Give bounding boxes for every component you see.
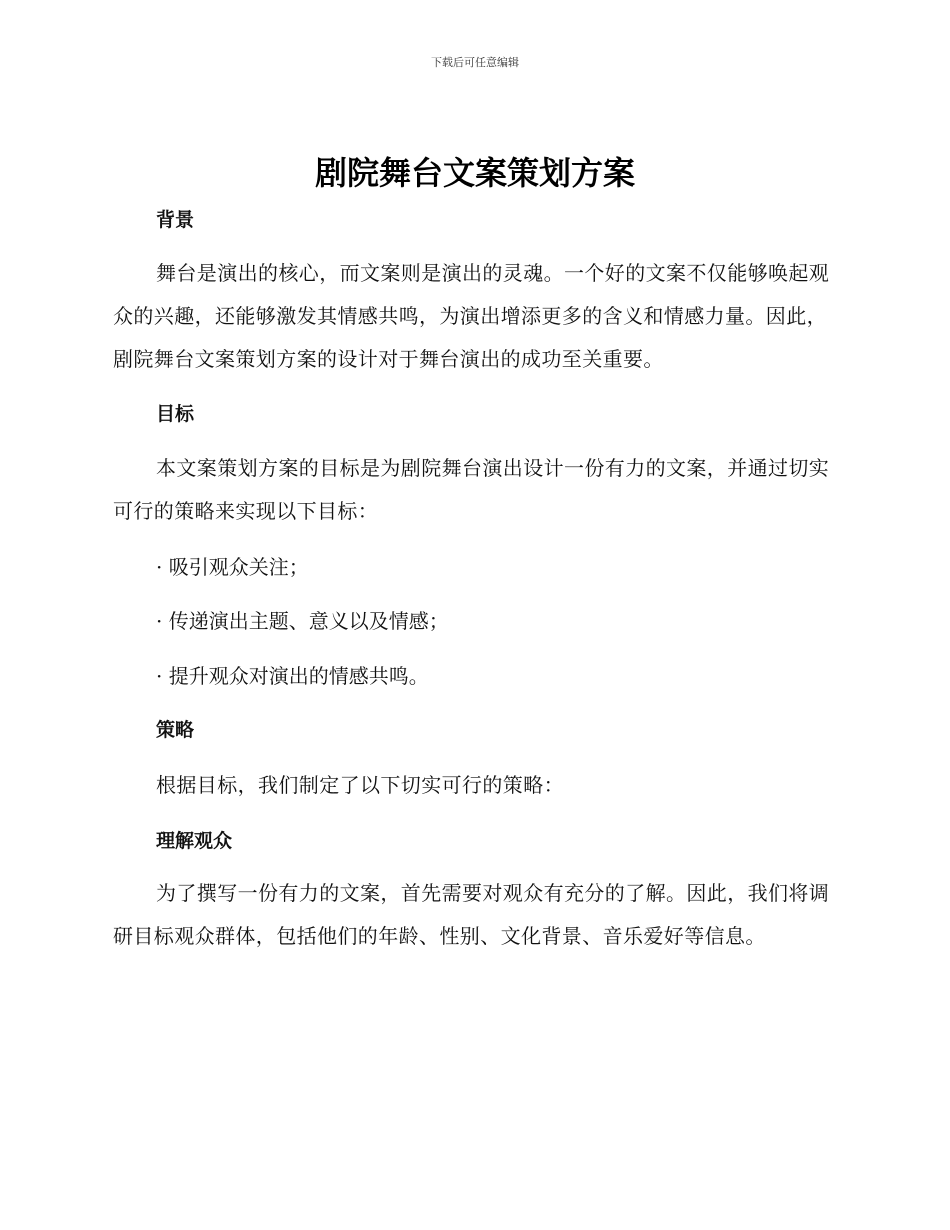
heading-goals: 目标	[156, 403, 195, 425]
paragraph-audience: 为了撰写一份有力的文案，首先需要对观众有充分的了解。因此，我们将调研目标观众群体，包括他们的年龄、性别、文化背景、音乐爱好等信息。	[113, 881, 830, 948]
document-title: 剧院舞台文案策划方案	[314, 154, 635, 192]
heading-strategy: 策略	[156, 719, 195, 741]
page-header: 下载后可任意编辑	[431, 56, 519, 69]
heading-background: 背景	[156, 209, 195, 231]
list-item: · 提升观众对演出的情感共鸣。	[156, 664, 429, 688]
list-item: · 吸引观众关注；	[156, 555, 309, 579]
paragraph-background: 舞台是演出的核心，而文案则是演出的灵魂。一个好的文案不仅能够唤起观众的兴趣，还能够激发其情感共鸣，为演出增添更多的含义和情感力量。因此，剧院舞台文案策划方案的设计对于舞台演出的成功至关重要。	[113, 261, 830, 371]
paragraph-goals: 本文案策划方案的目标是为剧院舞台演出设计一份有力的文案，并通过切实可行的策略来实现以下目标：	[113, 456, 830, 523]
list-item: · 传递演出主题、意义以及情感；	[156, 609, 449, 633]
heading-audience: 理解观众	[156, 830, 233, 852]
paragraph-strategy: 根据目标，我们制定了以下切实可行的策略：	[156, 773, 564, 797]
